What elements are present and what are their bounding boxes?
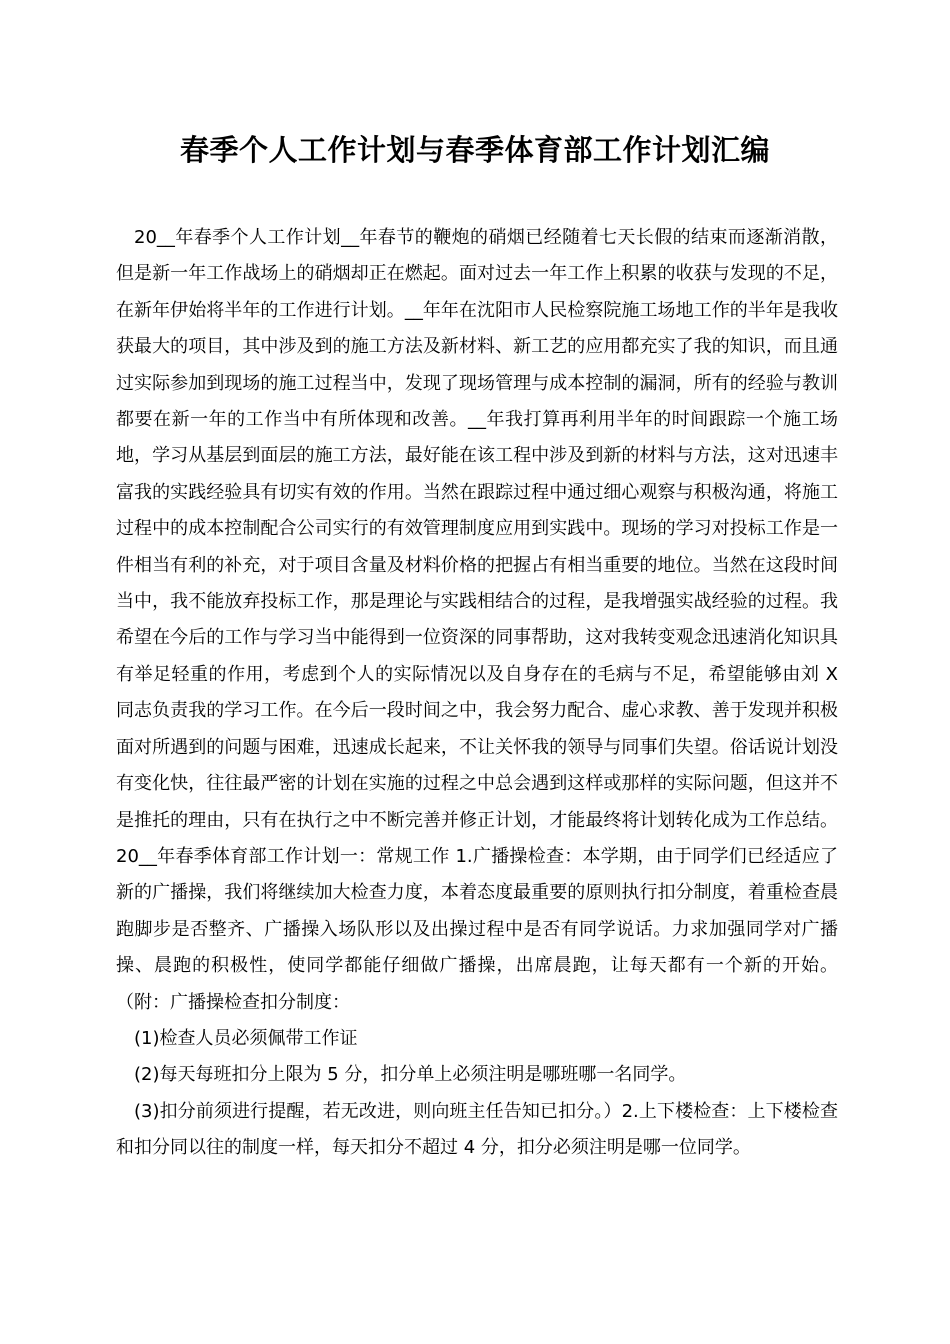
list-item: (2)每天每班扣分上限为 5 分，扣分单上必须注明是哪班哪一名同学。 xyxy=(134,1064,687,1086)
body-paragraph: 20__年春季个人工作计划__年春节的鞭炮的硝烟已经随着七天长假的结束而逐渐消散，但是新一年工作战场上的硝烟却正在燃起。面对过去一年工作上积累的收获与发现的不足，在新年伊始将半年的工作进行计划。__年年在沈阳市人民检察院施工场地工作的半年是我收获最大的项目，其中涉及到的施工方法及新材料、新工艺的应用都充实了我的知识，而且通过实际参加到现场的施工过程当中，发现了现场管理与成本控制的漏洞，所有的经验与教训都要在新一年的工作当中有所体现和改善。__年我打算再利用半年的时间跟踪一个施工场地，学习从基层到面层的施工方法，最好能在该工程中涉及到新的材料与方法，这对迅速丰富我的实践经验具有切实有效的作用。当然在跟踪过程中通过细心观察与积极沟通，将施工过程中的成本控制配合公司实行的有效管理制度应用到实践中。现场的学习对投标工作是一件相当有利的补充，对于项目含量及材料价格的把握占有相当重要的地位。当然在这段时间当中，我不能放弃投标工作，那是理论与实践相结合的过程，是我增强实战经验的过程。我希望在今后的工作与学习当中能得到一位资深的同事帮助，这对我转变观念迅速消化知识具有举足轻重的作用，考虑到个人的实际情况以及自身存在的毛病与不足，希望能够由刘 X 同志负责我的学习工作。在今后一段时间之中，我会努力配合、虚心求教、善于发现并积极面对所遇到的问题与困难，迅速成长起来，不让关怀我的领导与同事们失望。俗话说计划没有变化快，往往最严密的计划在实施的过程之中总会遇到这样或那样的实际问题，但这并不是推托的理由，只有在执行之中不断完善并修正计划，才能最终将计划转化成为工作总结。20__年春季体育部工作计划一：常规工作 1.广播操检查：本学期，由于同学们已经适应了新的广播操，我们将继续加大检查力度，本着态度最重要的原则执行扣分制度，着重检查晨跑脚步是否整齐、广播操入场队形以及出操过程中是否有同学说话。力求加强同学对广播操、晨跑的积极性，使同学都能仔细做广播操，出席晨跑，让每天都有一个新的开始。（附：广播操检查扣分制度： xyxy=(116,227,838,1013)
list-item: (1)检查人员必须佩带工作证 xyxy=(134,1027,358,1049)
document-body xyxy=(116,220,838,1167)
document-title: 春季个人工作计划与春季体育部工作计划汇编 xyxy=(179,133,770,167)
list-item: (3)扣分前须进行提醒，若无改进，则向班主任告知已扣分。）2.上下楼检查：上下楼检查和扣分同以往的制度一样，每天扣分不超过 4 分，扣分必须注明是哪一位同学。 xyxy=(116,1100,838,1159)
